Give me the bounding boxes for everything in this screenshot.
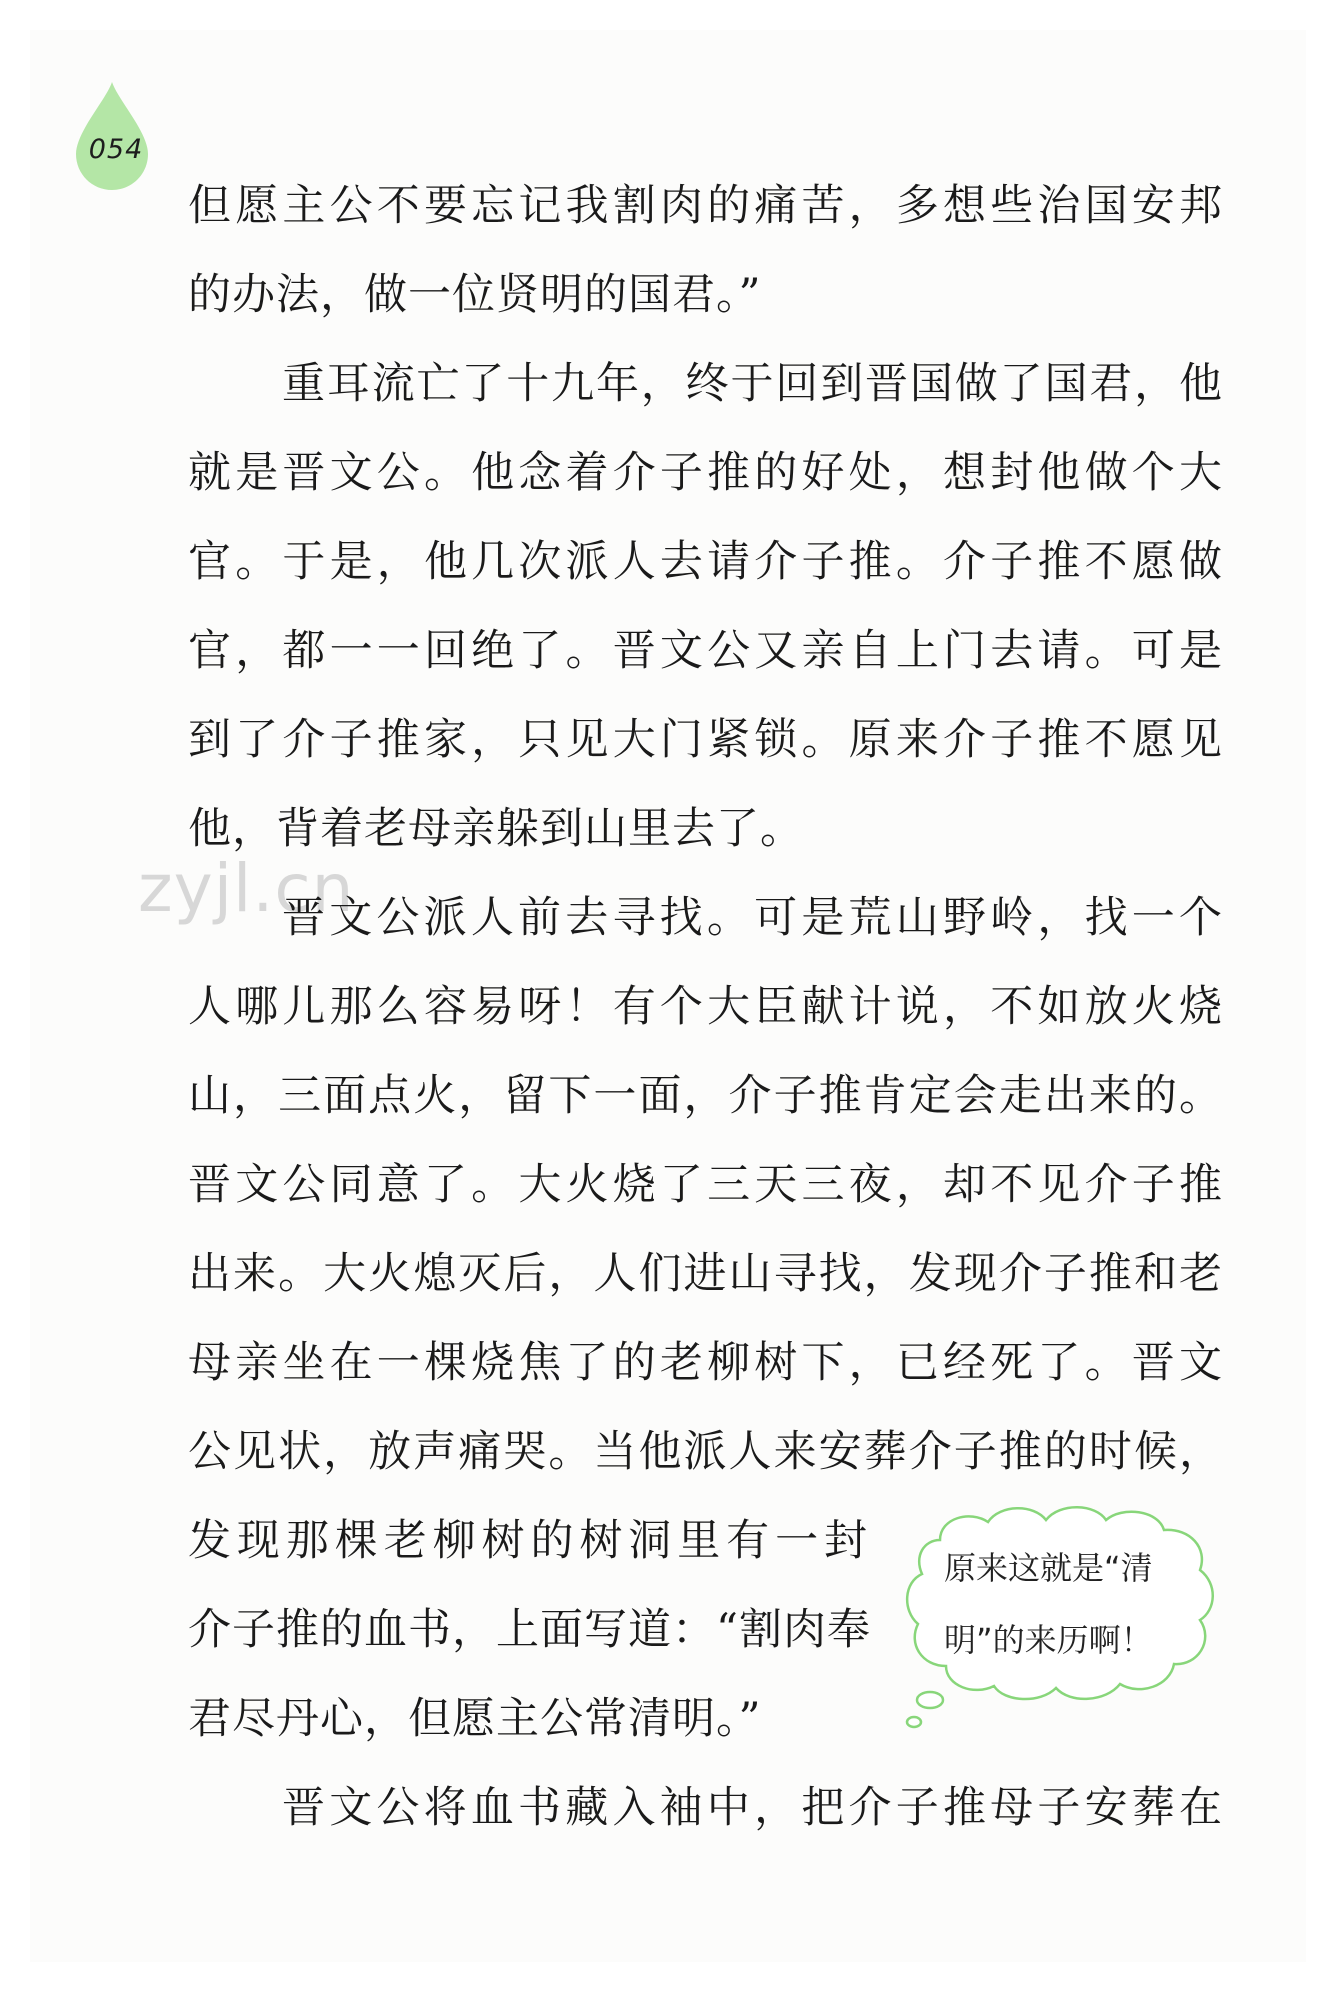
text-line: 重耳流亡了十九年，终于回到晋国做了国君，他 — [282, 359, 1223, 409]
text-line: 他，背着老母亲躲到山里去了。 — [188, 804, 804, 854]
text-line: 晋文公将血书藏入袖中，把介子推母子安葬在 — [282, 1783, 1223, 1833]
text-line: 发现那棵老柳树的树洞里有一封 — [188, 1516, 868, 1566]
thought-bubble-line: 原来这就是“清 — [944, 1549, 1153, 1587]
text-line: 介子推的血书，上面写道：“割肉奉 — [188, 1605, 871, 1655]
text-line: 山，三面点火，留下一面，介子推肯定会走出来的。 — [188, 1071, 1223, 1121]
text-line: 出来。大火熄灭后，人们进山寻找，发现介子推和老 — [188, 1249, 1223, 1299]
text-line: 公见状，放声痛哭。当他派人来安葬介子推的时候， — [188, 1427, 1223, 1477]
text-line: 到了介子推家，只见大门紧锁。原来介子推不愿见 — [188, 715, 1223, 765]
watermark: zyjl.cn — [138, 850, 355, 927]
text-line: 就是晋文公。他念着介子推的好处，想封他做个大 — [188, 448, 1223, 498]
text-line: 晋文公同意了。大火烧了三天三夜，却不见介子推 — [188, 1160, 1223, 1210]
thought-bubble-text — [944, 1532, 1204, 1676]
text-line: 君尽丹心，但愿主公常清明。” — [188, 1694, 762, 1744]
text-line: 母亲坐在一棵烧焦了的老柳树下，已经死了。晋文 — [188, 1338, 1223, 1388]
thought-bubble-line: 明”的来历啊！ — [944, 1621, 1153, 1659]
text-line: 官，都一一回绝了。晋文公又亲自上门去请。可是 — [188, 626, 1223, 676]
text-line: 人哪儿那么容易呀！有个大臣献计说，不如放火烧 — [188, 982, 1223, 1032]
text-line: 的办法，做一位贤明的国君。” — [188, 270, 762, 320]
page-number: 054 — [88, 134, 144, 165]
text-line: 官。于是，他几次派人去请介子推。介子推不愿做 — [188, 537, 1223, 587]
text-line: 晋文公派人前去寻找。可是荒山野岭，找一个 — [282, 893, 1223, 943]
text-line: 但愿主公不要忘记我割肉的痛苦，多想些治国安邦 — [188, 181, 1223, 231]
